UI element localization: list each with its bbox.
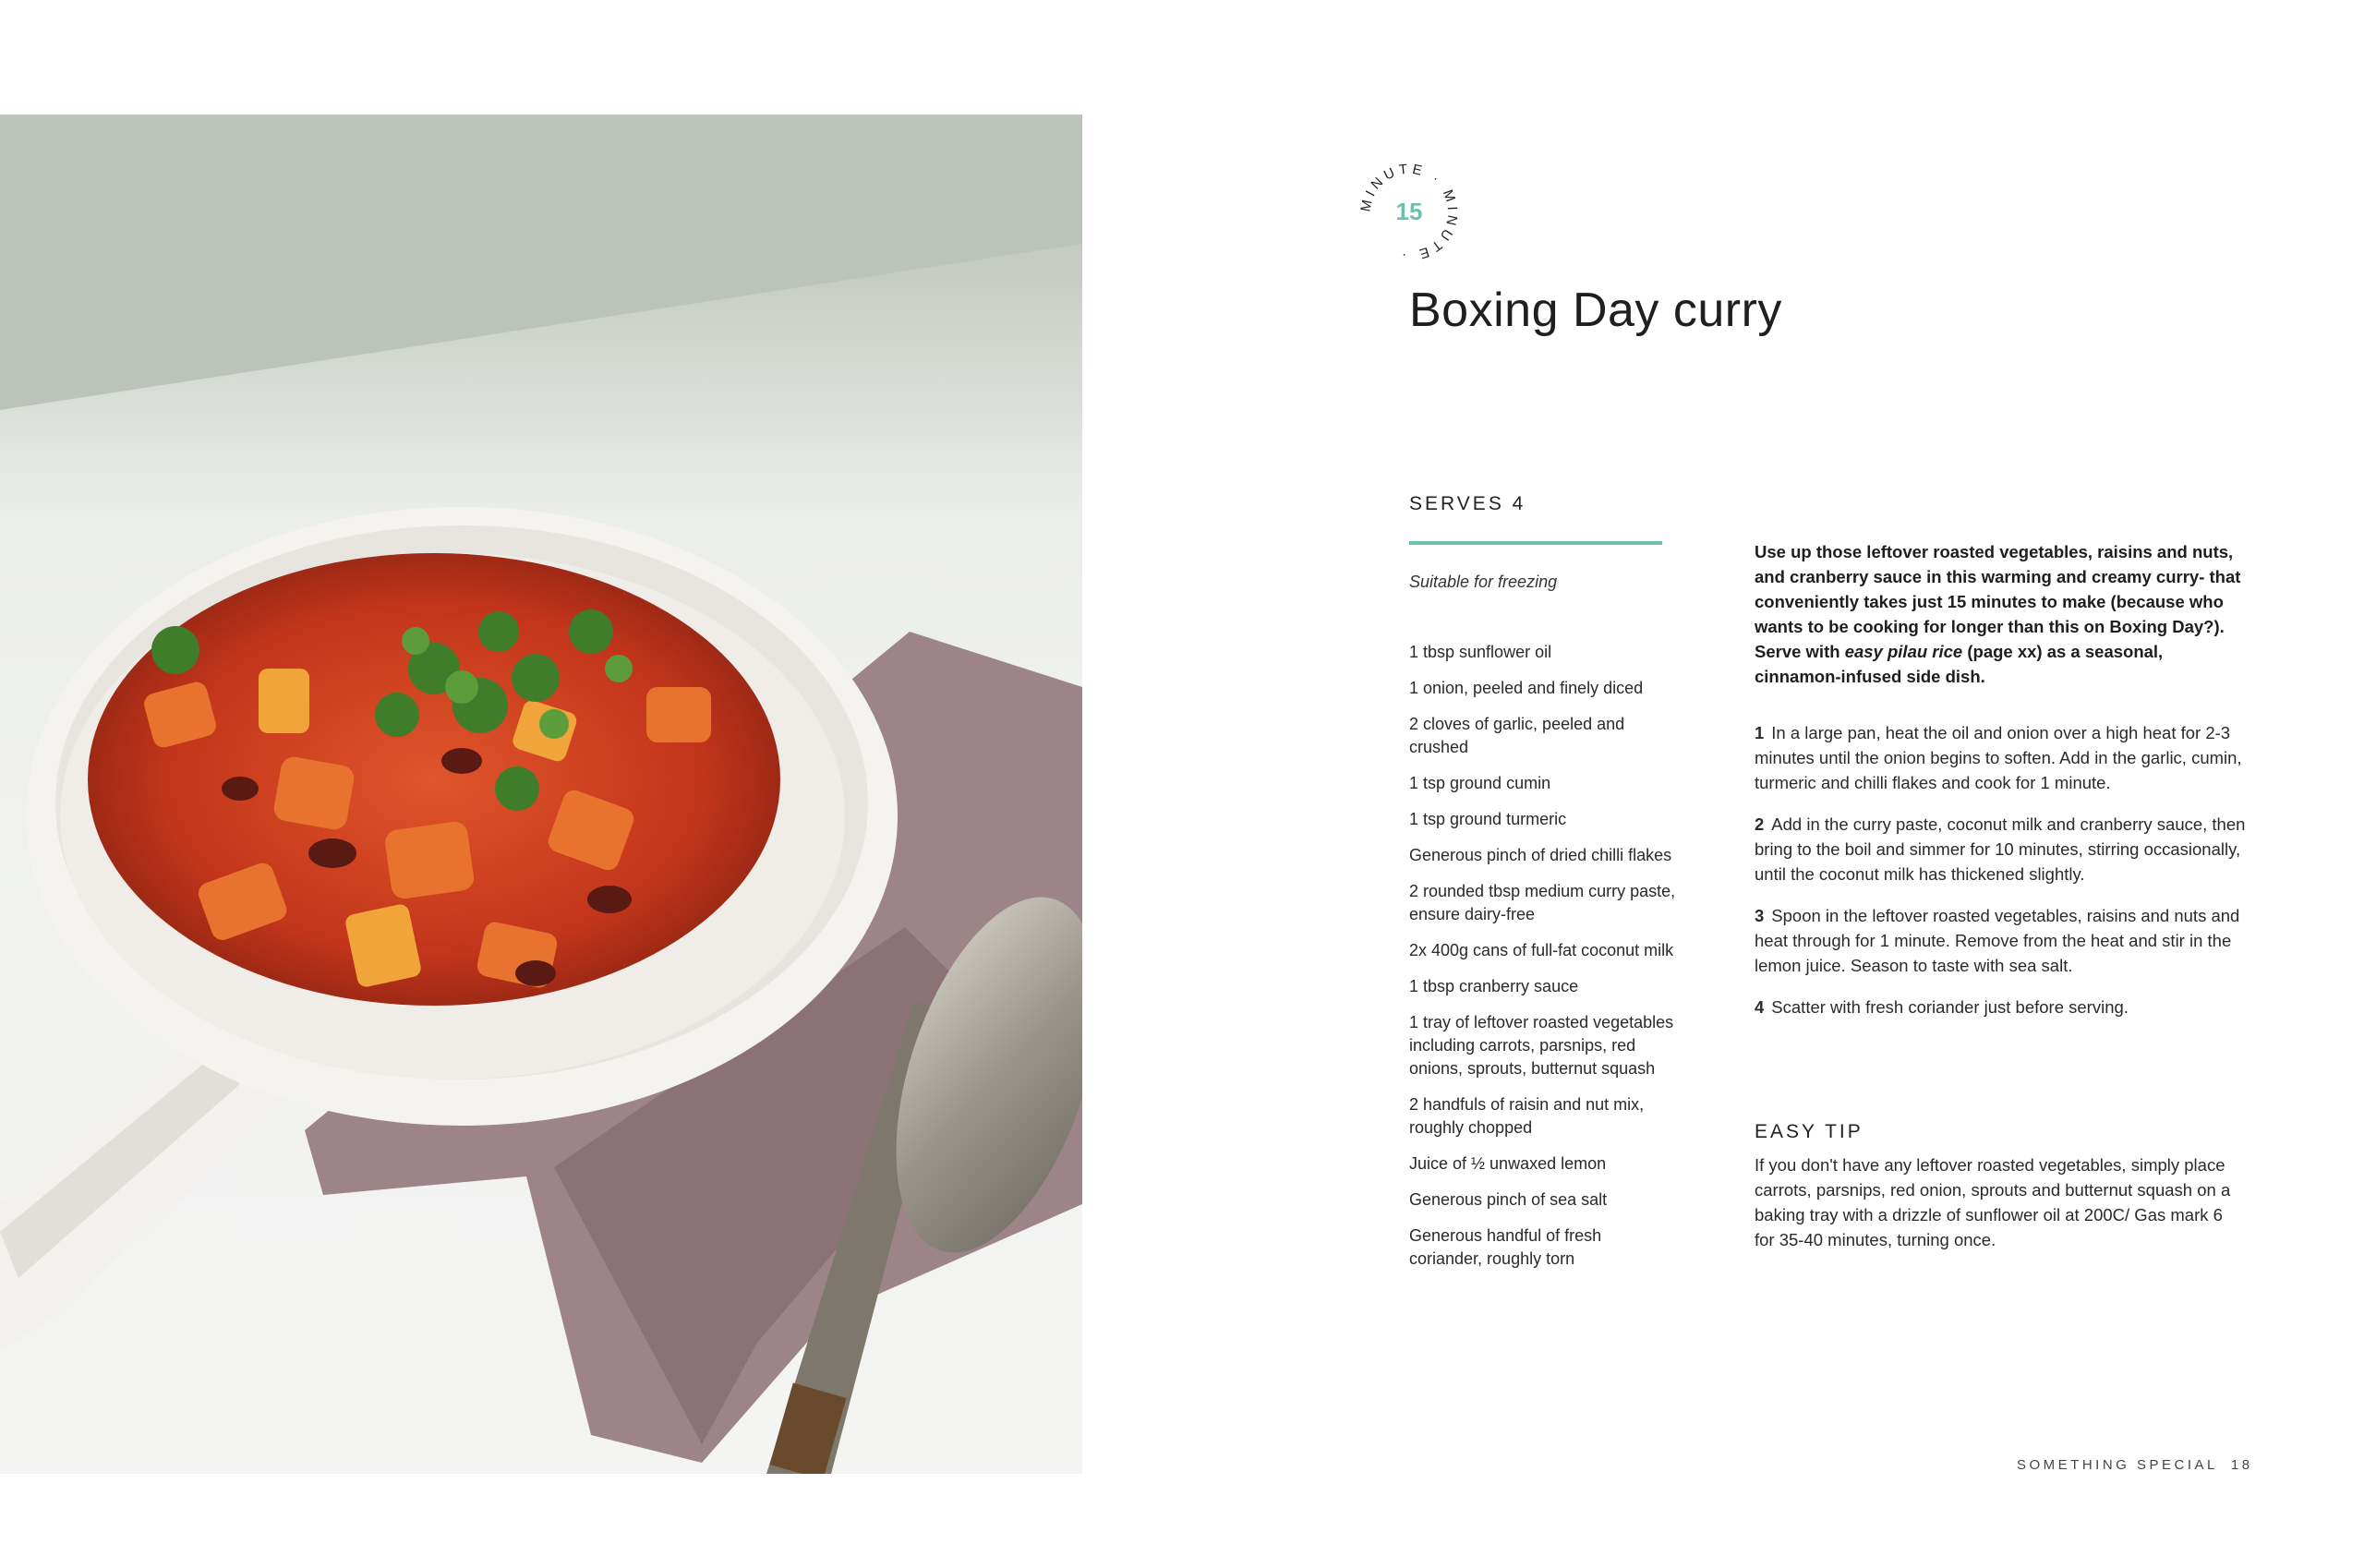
- ingredient-item: 1 tray of leftover roasted vegetables including carrots, parsnips, red onions, sprouts, butternut squash: [1409, 1013, 1674, 1078]
- step-number: 3: [1755, 906, 1765, 925]
- step-number: 4: [1755, 997, 1765, 1017]
- method-step: [1755, 720, 2253, 795]
- method-steps: [1755, 720, 2253, 1036]
- serves-label: SERVES 4: [1409, 493, 1526, 514]
- ingredient-item: Generous pinch of sea salt: [1409, 1190, 1608, 1209]
- section-name: SOMETHING SPECIAL: [2017, 1457, 2218, 1473]
- step-text: Scatter with fresh coriander just before serving.: [1771, 997, 2129, 1017]
- ingredient-item: 2 rounded tbsp medium curry paste, ensure dairy-free: [1409, 882, 1676, 923]
- easy-tip-body: If you don't have any leftover roasted vegetables, simply place carrots, parsnips, red onion, sprouts and butternut squash on a baking tray with a drizzle of sunflower oil at 200C/ Gas mark 6 for 35-40 minutes, turning once.: [1755, 1155, 2231, 1249]
- ingredient-item: 1 tsp ground turmeric: [1409, 810, 1567, 828]
- recipe-title: Boxing Day curry: [1409, 283, 1782, 337]
- fifteen-minute-badge: [1356, 159, 1463, 266]
- step-text: Add in the curry paste, coconut milk and cranberry sauce, then bring to the boil and simmer for 10 minutes, stirring occasionally, until the coconut milk has thickened slightly.: [1755, 814, 2246, 884]
- ingredient-item: 1 tbsp cranberry sauce: [1409, 977, 1579, 995]
- ingredient-item: 1 tbsp sunflower oil: [1409, 643, 1552, 661]
- ingredient-list: [1409, 641, 1677, 1284]
- freezing-note: Suitable for freezing: [1409, 573, 1558, 591]
- intro-text: Use up those leftover roasted vegetables, raisins and nuts, and cranberry sauce in this warming and creamy curry- that conveniently takes just 15 minutes to make (because who wants to be cooking for longer than this on Boxing Day?). Serve with: [1755, 542, 2241, 661]
- recipe-photo: [0, 115, 1082, 1474]
- method-step: [1755, 903, 2253, 978]
- step-text: In a large pan, heat the oil and onion over a high heat for 2-3 minutes until the onion begins to soften. Add in the garlic, cumin, turmeric and chilli flakes and cook for 1 minute.: [1755, 723, 2242, 792]
- intro-text-end: (page xx) as a seasonal, cinnamon-infused side dish.: [1755, 642, 2164, 686]
- ingredient-item: 1 onion, peeled and finely diced: [1409, 679, 1644, 697]
- page-footer: [2017, 1457, 2253, 1473]
- ingredient-item: 2 handfuls of raisin and nut mix, roughly chopped: [1409, 1095, 1645, 1137]
- ingredient-item: Generous handful of fresh coriander, roughly torn: [1409, 1226, 1602, 1268]
- curry-pan-illustration: [0, 115, 1082, 1474]
- badge-ring-text: MINUTE · MINUTE ·: [1357, 161, 1461, 264]
- ingredient-item: 2x 400g cans of full-fat coconut milk: [1409, 941, 1674, 959]
- step-number: 2: [1755, 814, 1765, 834]
- method-step: [1755, 812, 2253, 887]
- ingredient-item: Generous pinch of dried chilli flakes: [1409, 846, 1672, 864]
- method-step: [1755, 995, 2253, 1019]
- step-text: Spoon in the leftover roasted vegetables, raisins and nuts and heat through for 1 minute. Remove from the heat and stir in the lemon juice. Season to taste with sea salt.: [1755, 906, 2240, 975]
- step-number: 1: [1755, 723, 1765, 742]
- intro-italic-link: easy pilau rice: [1844, 642, 1963, 661]
- recipe-intro: [1755, 539, 2253, 689]
- ingredient-item: 2 cloves of garlic, peeled and crushed: [1409, 715, 1625, 756]
- ingredient-item: 1 tsp ground cumin: [1409, 774, 1551, 792]
- badge-number: 15: [1395, 198, 1423, 225]
- accent-divider: [1409, 541, 1662, 545]
- page-number: 18: [2230, 1457, 2253, 1473]
- ingredient-item: Juice of ½ unwaxed lemon: [1409, 1154, 1607, 1173]
- easy-tip-heading: EASY TIP: [1755, 1121, 1863, 1142]
